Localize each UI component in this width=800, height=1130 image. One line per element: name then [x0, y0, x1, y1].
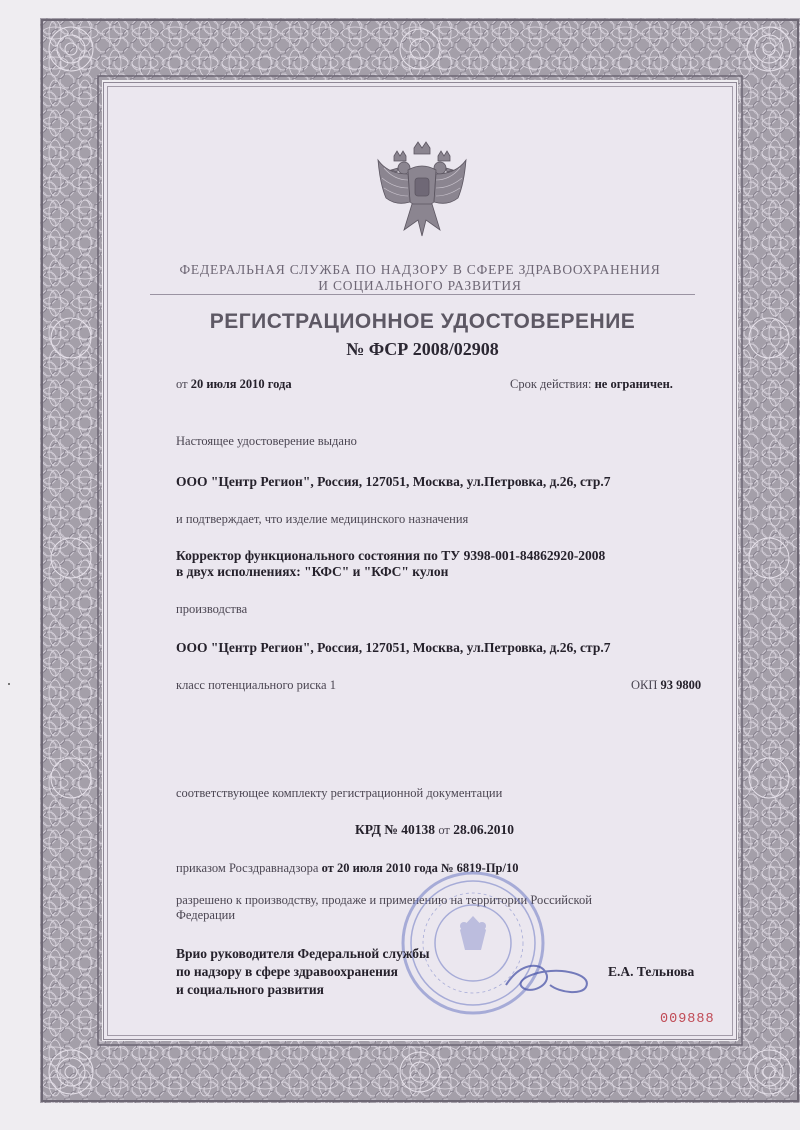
order-prefix: приказом Росздравнадзора [176, 861, 319, 875]
validity-value: не ограничен. [594, 377, 673, 391]
krd-middle: от [438, 823, 450, 837]
krd-date: 28.06.2010 [453, 822, 515, 837]
signatory-line-3: и социального развития [176, 982, 324, 997]
okp-label: ОКП [631, 678, 658, 692]
permission-line-1: разрешено к производству, продаже и применению на территории Российской [176, 893, 592, 907]
okp-code [631, 678, 701, 693]
product-line-1: Корректор функционального состояния по ТУ 9398-001-84862920-2008 [176, 548, 606, 563]
signatory-line-2: по надзору в сфере здравоохранения [176, 964, 398, 979]
signatory-line-1: Врио руководителя Федеральной службы [176, 946, 430, 961]
issued-to-organization: ООО "Центр Регион", Россия, 127051, Москва, ул.Петровка, д.26, стр.7 [176, 474, 611, 489]
issue-date-value: 20 июля 2010 года [190, 377, 292, 391]
krd-prefix: КРД № [355, 822, 398, 837]
signatory-name: Е.А. Тельнова [608, 964, 695, 979]
validity-label: Срок действия: [510, 377, 592, 391]
agency-line-2: И СОЦИАЛЬНОГО РАЗВИТИЯ [318, 278, 522, 293]
validity [510, 377, 673, 392]
issuing-agency [140, 262, 700, 294]
krd-reference [355, 822, 514, 838]
document-title: РЕГИСТРАЦИОННОЕ УДОСТОВЕРЕНИЕ [209, 310, 636, 333]
issued-to-label: Настоящее удостоверение выдано [176, 434, 357, 448]
confirms-label: и подтверждает, что изделие медицинского назначения [176, 512, 469, 526]
scan-speck [8, 683, 10, 685]
certificate-number: № ФСР 2008/02908 [346, 339, 499, 359]
conformity-label: соответствующее комплекту регистрационной документации [176, 786, 503, 800]
manufacturer-label: производства [176, 602, 248, 616]
issue-date [176, 377, 292, 392]
product-line-2: в двух исполнениях: "КФС" и "КФС" кулон [176, 564, 449, 579]
okp-value: 93 9800 [660, 678, 702, 692]
serial-number: 009888 [660, 1012, 715, 1027]
krd-number: 40138 [401, 822, 435, 837]
manufacturer-organization: ООО "Центр Регион", Россия, 127051, Москва, ул.Петровка, д.26, стр.7 [176, 640, 611, 655]
agency-line-1: ФЕДЕРАЛЬНАЯ СЛУЖБА ПО НАДЗОРУ В СФЕРЕ ЗДРАВООХРАНЕНИЯ [179, 262, 661, 277]
order-details: от 20 июля 2010 года № 6819-Пр/10 [321, 861, 519, 875]
handwritten-signature [500, 955, 600, 1005]
issue-date-prefix: от [176, 377, 188, 391]
risk-class: класс потенциального риска 1 [176, 678, 336, 692]
permission-line-2: Федерации [176, 908, 236, 922]
agency-divider [150, 294, 695, 295]
double-headed-eagle-emblem [374, 140, 470, 240]
